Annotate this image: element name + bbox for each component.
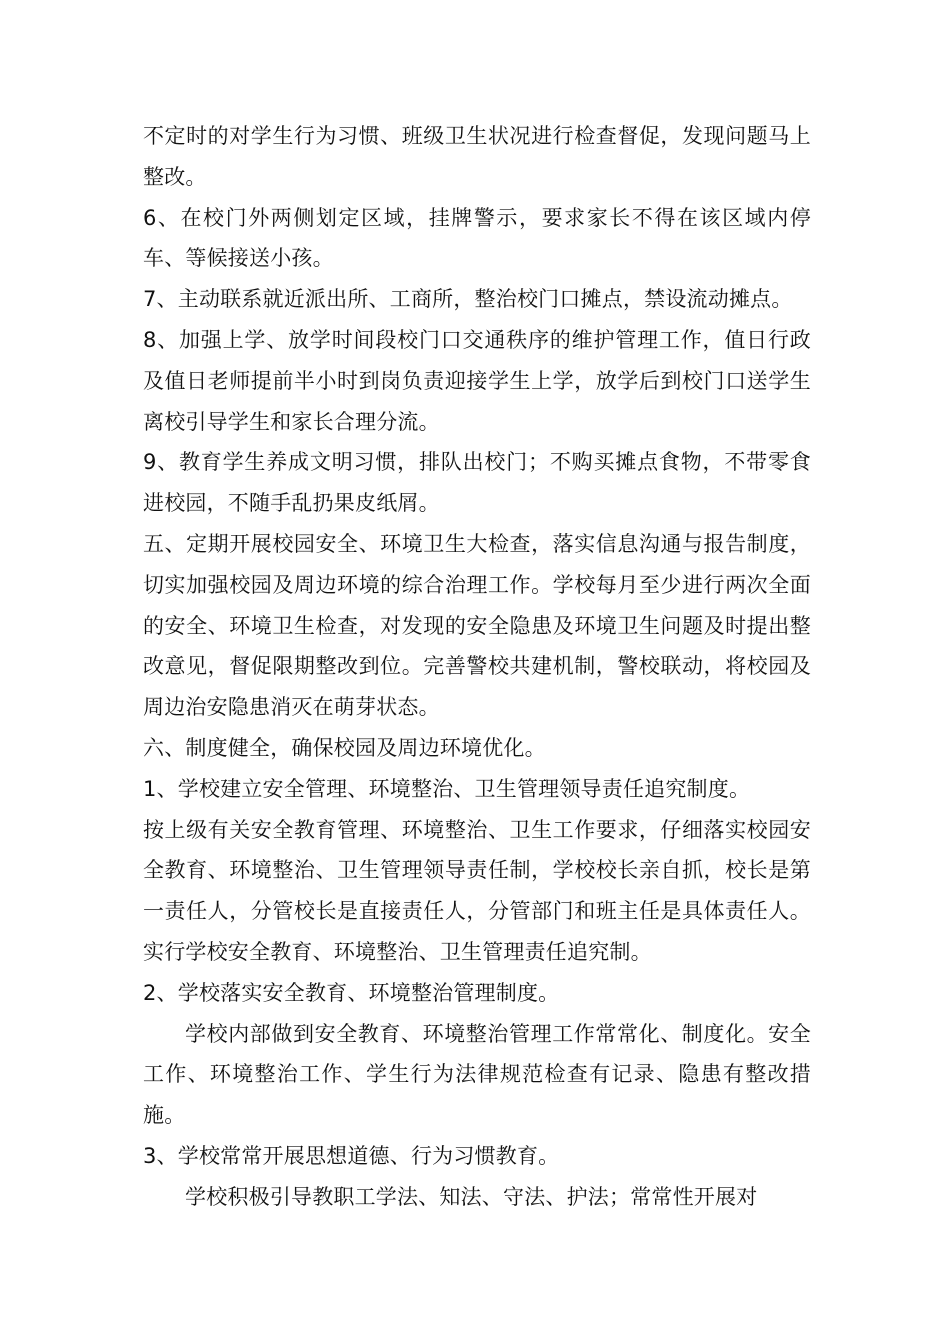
paragraph-3: 7、主动联系就近派出所、工商所，整治校门口摊点，禁设流动摊点。 [143,287,793,312]
paragraph-7: 六、制度健全，确保校园及周边环境优化。 [143,735,546,760]
paragraph-12: 3、学校常常开展思想道德、行为习惯教育。 [143,1143,560,1168]
paragraph-10: 2、学校落实安全教育、环境整治管理制度。 [143,980,560,1005]
paragraph-13: 学校积极引导教职工学法、知法、守法、护法；常常性开展对 [185,1184,758,1209]
document-body [143,116,811,1218]
paragraph-2: 6、在校门外两侧划定区域，挂牌警示，要求家长不得在该区域内停车、等候接送小孩。 [143,205,811,271]
paragraph-9: 按上级有关安全教育管理、环境整治、卫生工作要求，仔细落实校园安全教育、环境整治、卫生管理领导责任制，学校校长亲自抓，校长是第一责任人，分管校长是直接责任人，分管部门和班主任是具体责任人。实行学校安全教育、环境整治、卫生管理责任追究制。 [143,817,811,964]
paragraph-1: 不定时的对学生行为习惯、班级卫生状况进行检查督促，发现问题马上整改。 [143,124,811,189]
paragraph-8: 1、学校建立安全管理、环境整治、卫生管理领导责任追究制度。 [143,776,751,801]
paragraph-11: 学校内部做到安全教育、环境整治管理工作常常化、制度化。安全工作、环境整治工作、学生行为法律规范检查有记录、隐患有整改措施。 [143,1021,811,1128]
paragraph-5: 9、教育学生养成文明习惯，排队出校门；不购买摊点食物，不带零食进校园，不随手乱扔果皮纸屑。 [143,450,811,516]
paragraph-6: 五、定期开展校园安全、环境卫生大检查，落实信息沟通与报告制度，切实加强校园及周边环境的综合治理工作。学校每月至少进行两次全面的安全、环境卫生检查，对发现的安全隐患及环境卫生问题及时提出整改意见，督促限期整改到位。完善警校共建机制，警校联动，将校园及周边治安隐患消灭在萌芽状态。 [143,531,811,720]
paragraph-4: 8、加强上学、放学时间段校门口交通秩序的维护管理工作，值日行政及值日老师提前半小时到岗负责迎接学生上学，放学后到校门口送学生离校引导学生和家长合理分流。 [143,327,811,434]
